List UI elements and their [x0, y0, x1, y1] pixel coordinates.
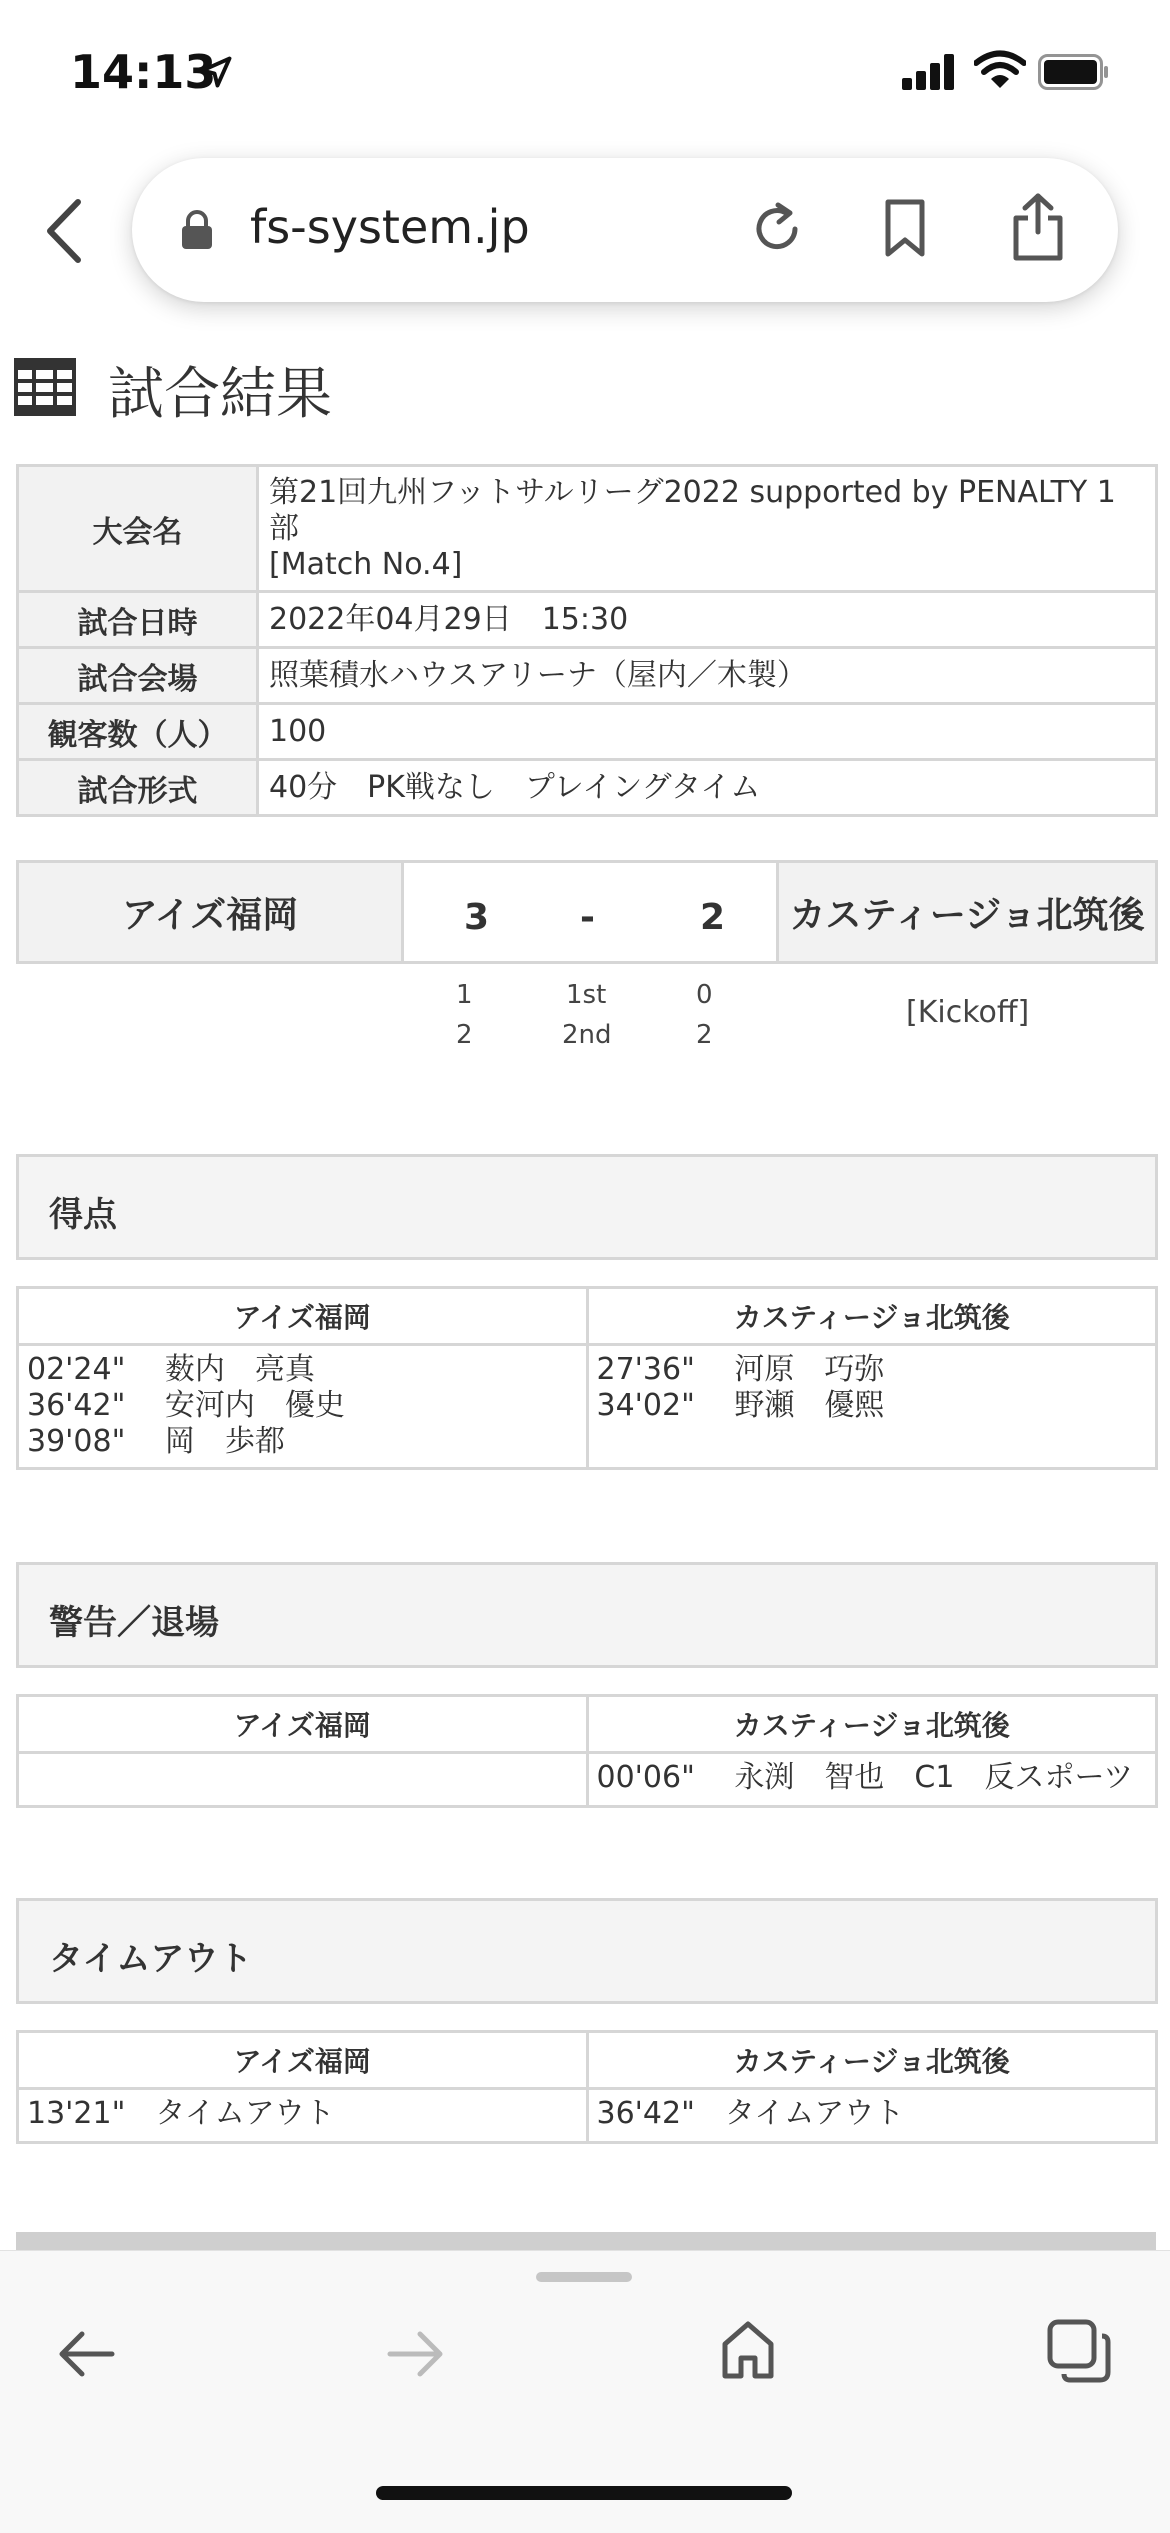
wifi-icon	[974, 50, 1026, 90]
attendance: 100	[258, 704, 1157, 760]
period-2-label: 2nd	[562, 1020, 612, 1050]
goals-away-header: カスティージョ北筑後	[587, 1288, 1157, 1345]
timeout-entry: 36'42" タイムアウト	[596, 2096, 905, 2131]
battery-icon	[1038, 54, 1110, 90]
info-label: 試合会場	[18, 648, 258, 704]
info-label: 大会名	[18, 466, 258, 592]
info-value-line: 第21回九州フットサルリーグ2022 supported by PENALTY 1	[269, 474, 1116, 510]
away-team-name: カスティージョ北筑後	[778, 862, 1157, 963]
away-score: 2	[700, 897, 726, 938]
period-1-label: 1st	[566, 980, 607, 1010]
timeouts-away-list	[587, 2089, 1157, 2143]
score-dash: -	[580, 897, 595, 938]
section-title: タイムアウト	[49, 1939, 253, 1979]
goal-entry: 02'24" 薮内 亮真	[27, 1352, 315, 1387]
share-icon[interactable]	[1010, 192, 1066, 262]
reload-icon[interactable]	[748, 200, 806, 258]
back-arrow-icon[interactable]	[56, 2328, 116, 2380]
info-row-venue	[18, 648, 1157, 704]
section-title: 警告／退場	[49, 1603, 219, 1643]
scoreboard	[16, 860, 1158, 964]
timeouts-section-header	[16, 1898, 1158, 2004]
match-format: 40分 PK戦なし プレイングタイム	[258, 760, 1157, 816]
goal-entry: 27'36" 河原 巧弥	[596, 1352, 885, 1387]
tabs-icon[interactable]	[1046, 2318, 1112, 2384]
cards-section-header	[16, 1562, 1158, 1668]
goal-entry: 39'08" 岡 歩都	[27, 1424, 285, 1459]
goal-entry: 34'02" 野瀬 優熙	[596, 1388, 885, 1423]
page-title: 試合結果	[108, 362, 332, 427]
goals-section-header	[16, 1154, 1158, 1260]
cards-table	[16, 1694, 1158, 1808]
info-row-datetime	[18, 592, 1157, 648]
match-venue: 照葉積水ハウスアリーナ（屋内／木製）	[258, 648, 1157, 704]
bookmark-icon[interactable]	[880, 198, 930, 258]
goals-table	[16, 1286, 1158, 1470]
url-text[interactable]: fs-system.jp	[250, 200, 530, 254]
info-label: 観客数（人）	[18, 704, 258, 760]
info-row-attendance	[18, 704, 1157, 760]
next-section-peek	[16, 2232, 1156, 2252]
score-cell	[403, 862, 778, 963]
match-datetime: 2022年04月29日 15:30	[258, 592, 1157, 648]
forward-arrow-icon[interactable]	[386, 2328, 446, 2380]
goal-entry: 36'42" 安河内 優史	[27, 1388, 345, 1423]
status-bar	[0, 0, 1170, 140]
info-value-line: [Match No.4]	[269, 546, 463, 582]
cards-home-list	[18, 1753, 588, 1807]
match-info-table	[16, 464, 1158, 817]
cards-away-header: カスティージョ北筑後	[587, 1696, 1157, 1753]
timeouts-table	[16, 2030, 1158, 2144]
home-indicator	[376, 2486, 792, 2500]
card-entry: 00'06" 永渕 智也 C1 反スポーツ	[596, 1760, 1134, 1795]
cards-away-list	[587, 1753, 1157, 1807]
timeout-entry: 13'21" タイムアウト	[27, 2096, 335, 2131]
timeouts-home-header: アイズ福岡	[18, 2032, 588, 2089]
section-title: 得点	[49, 1195, 117, 1235]
timeouts-away-header: カスティージョ北筑後	[587, 2032, 1157, 2089]
toolbar-grabber[interactable]	[536, 2272, 632, 2282]
cellular-signal-icon	[902, 54, 956, 90]
period-2-away: 2	[696, 1020, 713, 1050]
lock-icon	[180, 210, 214, 250]
timeouts-home-list	[18, 2089, 588, 2143]
period-1-home: 1	[456, 980, 473, 1010]
home-team-name: アイズ福岡	[18, 862, 403, 963]
info-label: 試合日時	[18, 592, 258, 648]
info-label: 試合形式	[18, 760, 258, 816]
browser-back-chevron-icon[interactable]	[40, 196, 90, 266]
goals-home-list	[18, 1345, 588, 1469]
kickoff-label: [Kickoff]	[906, 995, 1030, 1030]
location-arrow-icon	[198, 54, 234, 90]
home-score: 3	[464, 897, 490, 938]
period-2-home: 2	[456, 1020, 473, 1050]
goals-away-list	[587, 1345, 1157, 1469]
home-icon[interactable]	[720, 2320, 776, 2380]
table-icon	[14, 358, 76, 416]
info-row-tournament	[18, 466, 1157, 592]
period-1-away: 0	[696, 980, 713, 1010]
goals-home-header: アイズ福岡	[18, 1288, 588, 1345]
info-row-format	[18, 760, 1157, 816]
cards-home-header: アイズ福岡	[18, 1696, 588, 1753]
tournament-name	[258, 466, 1157, 592]
status-time: 14:13	[70, 45, 217, 99]
info-value-line: 部	[269, 510, 299, 546]
